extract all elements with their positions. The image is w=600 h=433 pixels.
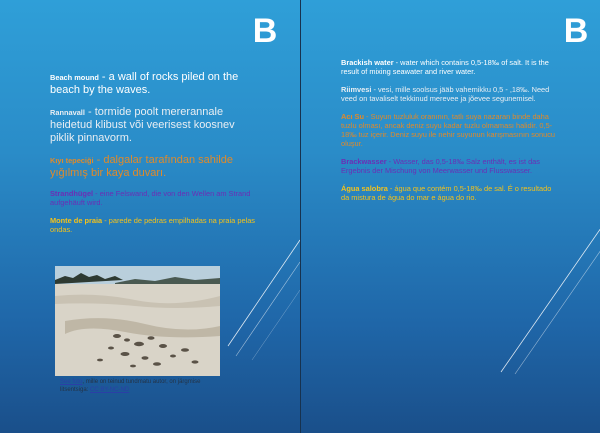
entry-turkish <box>50 154 260 180</box>
glossary-entries <box>50 71 260 243</box>
entry-definition: - dalgalar tarafından sahilde yığılmış bir kaya duvarı. <box>50 154 233 179</box>
entry-term: Brackwasser <box>341 157 387 166</box>
entry-definition: - Suyun tuzluluk oranının, tatlı suya nazaran binde daha tuzlu olması, ancak deniz suyu kadar tuzlu olmaması halidir. 0,5-18‰ tuz içerir. Deniz suyu ile nehir suyunun karışmasının sonucu oluşur. <box>341 112 556 148</box>
entry-estonian <box>50 106 260 145</box>
entry-definition: - tormide poolt mererannale heidetud klibust või veerisest koosnev piklik pinnavorm. <box>50 106 235 144</box>
glossary-entries <box>341 58 556 211</box>
entry-estonian <box>341 85 556 103</box>
entry-definition: - a wall of rocks piled on the beach by the waves. <box>50 71 239 96</box>
photo-source-link[interactable]: See foto <box>60 379 83 385</box>
beach-photo <box>55 266 220 376</box>
entry-term: Água salobra <box>341 184 388 193</box>
entry-term: Riimvesi <box>341 85 372 94</box>
entry-english <box>341 58 556 76</box>
entry-german <box>50 189 260 207</box>
entry-definition: - parede de pedras empilhadas na praia pelas ondas. <box>50 216 255 234</box>
entry-turkish <box>341 112 556 148</box>
photo-caption <box>60 379 230 394</box>
entry-term: Brackish water <box>341 58 394 67</box>
entry-term: Acı Su <box>341 112 364 121</box>
entry-term: Kıyı tepeciği <box>50 156 94 165</box>
entry-german <box>341 157 556 175</box>
entry-term: Monte de praia <box>50 216 103 225</box>
entry-definition: - vesi, mille soolsus jääb vahemikku 0,5 - ,18‰. Need veed on tavaliselt tekkinud merevee ja jõevee segunemisel. <box>341 85 550 103</box>
entry-term: Strandhügel <box>50 189 94 198</box>
caption-text: , mille on teinud tundmatu autor, on järgmise litsentsiga: <box>60 379 201 393</box>
entry-english <box>50 71 260 97</box>
entry-portuguese <box>341 184 556 202</box>
entry-portuguese <box>50 216 260 234</box>
entry-definition: - Wasser, das 0,5-18‰ Salz enthält, es ist das Ergebnis der Mischung von Meerwasser und Flusswasser. <box>341 157 540 175</box>
slide-letter: B <box>563 12 589 50</box>
entry-definition: - water which contains 0,5-18‰ of salt. It is the result of mixing seawater and river water. <box>341 58 549 76</box>
entry-term: Beach mound <box>50 73 99 82</box>
slide-letter: B <box>252 12 278 50</box>
entry-definition: - água que contém 0,5-18‰ de sal. É o resultado da mistura de água do mar e água do rio. <box>341 184 552 202</box>
entry-term: Rannavall <box>50 108 85 117</box>
entry-definition: - eine Felswand, die von den Wellen am Strand aufgehäuft wird. <box>50 189 251 207</box>
license-link[interactable]: CC BY-NC-ND <box>90 386 130 393</box>
slide-right <box>300 0 600 433</box>
